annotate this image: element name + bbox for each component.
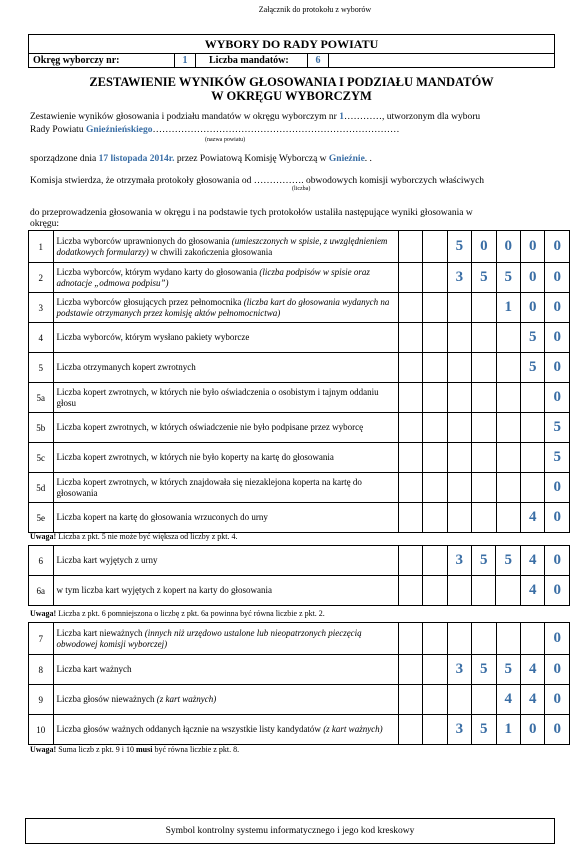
main-title-line-2: W OKRĘGU WYBORCZYM — [211, 89, 372, 103]
digit-cell — [472, 323, 496, 353]
digit-cell — [521, 413, 545, 443]
table-row — [29, 655, 570, 685]
digit-cell — [496, 623, 520, 655]
digit-cell — [472, 576, 496, 606]
district-number: 1 — [174, 54, 196, 67]
row-description: Liczba głosów ważnych oddanych łącznie na wszystkie listy kandydatów (z kart ważnych) — [53, 715, 399, 745]
digit-cell: 5 — [545, 443, 570, 473]
digit-cell: 3 — [447, 715, 471, 745]
row-number: 2 — [29, 263, 54, 293]
digit-cell — [472, 473, 496, 503]
digit-cell — [423, 413, 447, 443]
paragraph-5: do przeprowadzenia głosowania w okręgu i na podstawie tych protokołów ustaliła następujące wyniki głosowania w — [30, 208, 473, 218]
table-row — [29, 263, 570, 293]
digit-cell — [447, 323, 471, 353]
note-3: Uwaga! Suma liczb z pkt. 9 i 10 musi być równa liczbie z pkt. 8. — [30, 745, 240, 754]
main-title — [28, 75, 555, 103]
document-title: WYBORY DO RADY POWIATU — [28, 34, 555, 54]
digit-cell: 0 — [545, 353, 570, 383]
digit-cell: 0 — [521, 715, 545, 745]
digit-cell — [399, 353, 423, 383]
row-description: Liczba kopert na kartę do głosowania wrzuconych do urny — [53, 503, 399, 533]
digit-cell — [399, 293, 423, 323]
digit-cell — [399, 503, 423, 533]
digit-cell — [521, 443, 545, 473]
digit-cell — [423, 546, 447, 576]
paragraph-2: Rady Powiatu Gnieźnieńskiego…………………………………………………………………… — [30, 125, 400, 135]
results-table-1 — [28, 230, 570, 533]
digit-cell: 0 — [545, 231, 570, 263]
digit-cell: 1 — [496, 715, 520, 745]
row-description: Liczba kart ważnych — [53, 655, 399, 685]
digit-cell: 4 — [521, 655, 545, 685]
row-number: 5c — [29, 443, 54, 473]
table-row — [29, 685, 570, 715]
table-row — [29, 413, 570, 443]
row-number: 6a — [29, 576, 54, 606]
table-row — [29, 473, 570, 503]
row-number: 7 — [29, 623, 54, 655]
district-info-line — [28, 54, 555, 68]
digit-cell — [399, 263, 423, 293]
header-note: Załącznik do protokołu z wyborów — [258, 5, 372, 14]
digit-cell — [423, 473, 447, 503]
digit-cell: 5 — [472, 715, 496, 745]
digit-cell: 5 — [521, 323, 545, 353]
row-number: 5e — [29, 503, 54, 533]
digit-cell — [472, 353, 496, 383]
digit-cell — [423, 503, 447, 533]
digit-cell: 3 — [447, 263, 471, 293]
digit-cell: 5 — [472, 263, 496, 293]
digit-cell — [521, 473, 545, 503]
digit-cell — [496, 443, 520, 473]
digit-cell — [399, 473, 423, 503]
digit-cell — [496, 503, 520, 533]
digit-cell: 0 — [521, 231, 545, 263]
row-number: 10 — [29, 715, 54, 745]
row-number: 3 — [29, 293, 54, 323]
digit-cell — [423, 443, 447, 473]
digit-cell: 1 — [496, 293, 520, 323]
digit-cell — [496, 323, 520, 353]
digit-cell: 5 — [496, 655, 520, 685]
digit-cell — [423, 263, 447, 293]
table-row — [29, 576, 570, 606]
digit-cell: 0 — [496, 231, 520, 263]
digit-cell: 5 — [496, 263, 520, 293]
digit-cell — [447, 413, 471, 443]
digit-cell: 3 — [447, 546, 471, 576]
mandates-number: 6 — [307, 54, 329, 67]
row-number: 5b — [29, 413, 54, 443]
digit-cell — [496, 576, 520, 606]
table-row — [29, 503, 570, 533]
table-row — [29, 383, 570, 413]
digit-cell: 3 — [447, 655, 471, 685]
mandates-label: Liczba mandatów: — [209, 55, 289, 66]
paragraph-4: Komisja stwierdza, że otrzymała protokoły głosowania od ……………. obwodowych komisji wyborczych właściwych — [30, 176, 485, 186]
table-row — [29, 323, 570, 353]
digit-cell — [447, 293, 471, 323]
row-description: Liczba kopert zwrotnych, w których znajdowała się niezaklejona koperta na kartę do głosowania — [53, 473, 399, 503]
county-name: Gnieźnieńskiego — [85, 125, 153, 135]
row-description: w tym liczba kart wyjętych z kopert na karty do głosowania — [53, 576, 399, 606]
digit-cell — [399, 323, 423, 353]
digit-cell — [423, 323, 447, 353]
paragraph-1: Zestawienie wyników głosowania i podziału mandatów w okręgu wyborczym nr 1…………, utworzonym dla wyboru — [30, 112, 481, 122]
table-row — [29, 715, 570, 745]
digit-cell — [521, 623, 545, 655]
row-number: 9 — [29, 685, 54, 715]
digit-cell — [399, 655, 423, 685]
digit-cell: 0 — [545, 383, 570, 413]
digit-cell — [521, 383, 545, 413]
row-number: 4 — [29, 323, 54, 353]
digit-cell — [423, 293, 447, 323]
digit-cell — [399, 383, 423, 413]
digit-cell — [399, 231, 423, 263]
barcode-footer-box: Symbol kontrolny systemu informatycznego i jego kod kreskowy — [25, 818, 555, 844]
row-number: 5a — [29, 383, 54, 413]
digit-cell: 0 — [521, 263, 545, 293]
row-description: Liczba otrzymanych kopert zwrotnych — [53, 353, 399, 383]
commission-city: Gnieźnie — [328, 154, 365, 164]
digit-cell — [423, 353, 447, 383]
digit-cell — [423, 685, 447, 715]
digit-cell — [423, 655, 447, 685]
table-row — [29, 623, 570, 655]
digit-cell — [447, 576, 471, 606]
row-description: Liczba głosów nieważnych (z kart ważnych) — [53, 685, 399, 715]
digit-cell: 0 — [545, 623, 570, 655]
digit-cell — [423, 383, 447, 413]
digit-cell: 5 — [545, 413, 570, 443]
row-description: Liczba wyborców, którym wysłano pakiety wyborcze — [53, 323, 399, 353]
digit-cell: 5 — [521, 353, 545, 383]
digit-cell — [472, 503, 496, 533]
digit-cell — [399, 576, 423, 606]
digit-cell — [447, 383, 471, 413]
main-title-line-1: ZESTAWIENIE WYNIKÓW GŁOSOWANIA I PODZIAŁU MANDATÓW — [89, 75, 494, 89]
row-description: Liczba wyborców uprawnionych do głosowania (umieszczonych w spisie, z uwzględnieniem dodatkowych formularzy) w chwili zakończenia głosowania — [53, 231, 399, 263]
paragraph-6: okręgu: — [30, 219, 60, 229]
digit-cell — [399, 443, 423, 473]
digit-cell — [472, 443, 496, 473]
digit-cell — [423, 715, 447, 745]
row-description: Liczba kart wyjętych z urny — [53, 546, 399, 576]
digit-cell — [496, 383, 520, 413]
digit-cell: 4 — [521, 503, 545, 533]
digit-cell: 0 — [545, 715, 570, 745]
digit-cell: 0 — [545, 263, 570, 293]
digit-cell — [423, 231, 447, 263]
row-description: Liczba wyborców głosujących przez pełnomocnika (liczba kart do głosowania wydanych na podstawie otrzymanych przez komisję aktów pełnomocnictwa) — [53, 293, 399, 323]
digit-cell — [447, 623, 471, 655]
table-row — [29, 546, 570, 576]
digit-cell — [447, 503, 471, 533]
digit-cell: 4 — [520, 576, 544, 606]
paragraph-3: sporządzone dnia 17 listopada 2014r. przez Powiatową Komisję Wyborczą w Gnieźnie. . — [30, 154, 372, 164]
digit-cell — [447, 353, 471, 383]
table-row — [29, 443, 570, 473]
row-number: 8 — [29, 655, 54, 685]
count-caption: (liczba) — [292, 186, 311, 192]
row-description: Liczba wyborców, którym wydano karty do głosowania (liczba podpisów w spisie oraz adnotacje „odmowa podpisu”) — [53, 263, 399, 293]
digit-cell — [423, 623, 447, 655]
district-label: Okręg wyborczy nr: — [33, 55, 120, 66]
table-row — [29, 353, 570, 383]
digit-cell — [472, 293, 496, 323]
row-number: 5 — [29, 353, 54, 383]
digit-cell — [472, 623, 496, 655]
digit-cell: 4 — [496, 685, 520, 715]
digit-cell: 0 — [545, 473, 570, 503]
digit-cell — [496, 353, 520, 383]
digit-cell: 5 — [447, 231, 471, 263]
digit-cell: 5 — [472, 546, 496, 576]
digit-cell: 0 — [545, 655, 570, 685]
digit-cell: 0 — [545, 503, 570, 533]
note-1: Uwaga! Liczba z pkt. 5 nie może być większa od liczby z pkt. 4. — [30, 532, 238, 541]
digit-cell — [399, 413, 423, 443]
digit-cell — [423, 576, 447, 606]
row-number: 6 — [29, 546, 54, 576]
table-row — [29, 231, 570, 263]
digit-cell — [447, 473, 471, 503]
digit-cell: 0 — [472, 231, 496, 263]
digit-cell: 0 — [545, 546, 570, 576]
digit-cell — [399, 546, 423, 576]
digit-cell: 0 — [545, 323, 570, 353]
table-row — [29, 293, 570, 323]
digit-cell: 4 — [521, 685, 545, 715]
row-number: 5d — [29, 473, 54, 503]
digit-cell: 0 — [545, 293, 570, 323]
digit-cell: 5 — [496, 546, 520, 576]
note-2: Uwaga! Liczba z pkt. 6 pomniejszona o liczbę z pkt. 6a powinna być równa liczbie z pkt. 2. — [30, 609, 325, 618]
digit-cell — [472, 383, 496, 413]
digit-cell — [496, 473, 520, 503]
digit-cell — [399, 685, 423, 715]
digit-cell — [496, 413, 520, 443]
district-number-inline: 1 — [339, 112, 344, 122]
digit-cell — [472, 413, 496, 443]
digit-cell: 0 — [545, 685, 570, 715]
row-number: 1 — [29, 231, 54, 263]
digit-cell — [399, 623, 423, 655]
row-description: Liczba kopert zwrotnych, w których nie było koperty na kartę do głosowania — [53, 443, 399, 473]
digit-cell — [447, 443, 471, 473]
report-date: 17 listopada 2014r. — [98, 154, 175, 164]
row-description: Liczba kopert zwrotnych, w których oświadczenie nie było podpisane przez wyborcę — [53, 413, 399, 443]
digit-cell — [472, 685, 496, 715]
county-caption: (nazwa powiatu) — [205, 137, 246, 143]
row-description: Liczba kopert zwrotnych, w których nie było oświadczenia o osobistym i tajnym oddaniu głosu — [53, 383, 399, 413]
results-table-2 — [28, 545, 570, 606]
digit-cell: 0 — [545, 576, 570, 606]
digit-cell: 0 — [521, 293, 545, 323]
digit-cell — [447, 685, 471, 715]
row-description: Liczba kart nieważnych (innych niż urzędowo ustalone lub nieopatrzonych pieczęcią obwodowej komisji wyborczej) — [53, 623, 399, 655]
results-table-3 — [28, 622, 570, 745]
digit-cell: 5 — [472, 655, 496, 685]
digit-cell — [399, 715, 423, 745]
digit-cell: 4 — [520, 546, 544, 576]
